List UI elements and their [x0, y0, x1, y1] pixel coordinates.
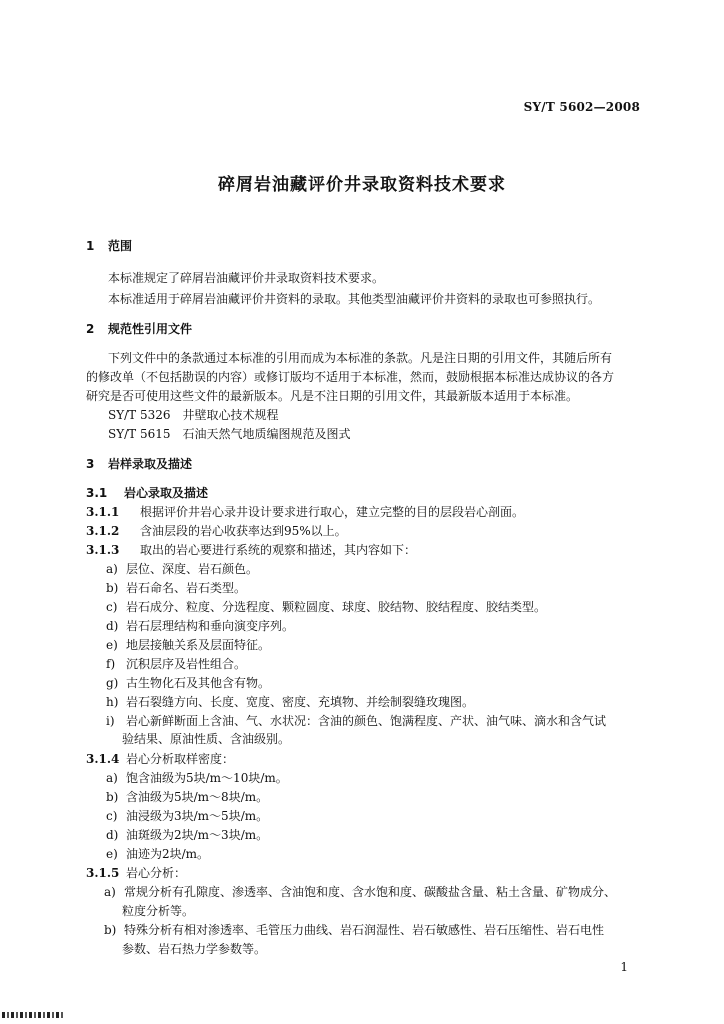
list-item-label: i) [106, 714, 115, 728]
list-item-text: 油浸级为3块/m～5块/m。 [126, 809, 269, 823]
list-item-text: 岩石层理结构和垂向演变序列。 [126, 619, 295, 633]
list-item-continuation: 参数、岩石热力学参数等。 [122, 942, 267, 956]
list-item-label: c) [106, 809, 118, 823]
list-item-label: b) [106, 581, 119, 595]
list-item-label: a) [106, 771, 118, 785]
list-item-text: 岩石成分、粒度、分选程度、颗粒圆度、球度、胶结物、胶结程度、胶结类型。 [126, 600, 547, 614]
list-item-text: 岩石命名、岩石类型。 [126, 581, 247, 595]
list-item-label: b) [104, 923, 117, 937]
list-item-text: 古生物化石及其他含有物。 [126, 676, 271, 690]
list-item-text: 常规分析有孔隙度、渗透率、含油饱和度、含水饱和度、碳酸盐含量、粘土含量、矿物成分、 [124, 885, 617, 899]
section-number: 3 [86, 457, 95, 471]
list-item-continuation: 验结果、原油性质、含油级别。 [122, 732, 291, 746]
section-1-heading [86, 238, 132, 254]
list-item [106, 656, 246, 672]
section-title: 规范性引用文件 [108, 322, 193, 336]
list-item-text: 沉积层序及岩性组合。 [126, 657, 247, 671]
clause-3-1-3 [86, 542, 416, 558]
section-title: 范围 [108, 239, 133, 253]
list-item-label: g) [106, 676, 119, 690]
subsection-3-1-heading [86, 485, 208, 501]
list-item-text: 油迹为2块/m。 [126, 847, 210, 861]
list-item-label: a) [104, 885, 116, 899]
list-item-label: a) [106, 562, 118, 576]
clause-number: 3.1.2 [86, 524, 120, 538]
clause-number: 3.1.3 [86, 543, 120, 557]
page-number: 1 [620, 960, 628, 974]
reference-item: SY/T 5615 石油天然气地质编图规范及图式 [108, 427, 351, 441]
list-item [106, 580, 246, 596]
list-item-text: 岩石裂缝方向、长度、宽度、密度、充填物、并绘制裂缝玫瑰图。 [126, 695, 475, 709]
list-item-text: 层位、深度、岩石颜色。 [126, 562, 259, 576]
clause-number: 3.1.1 [86, 505, 120, 519]
page-title: 碎屑岩油藏评价井录取资料技术要求 [218, 175, 506, 195]
list-item-text: 饱含油级为5块/m～10块/m。 [126, 771, 288, 785]
clause-number: 3.1.4 [86, 752, 120, 766]
list-item [106, 675, 270, 691]
list-item [106, 618, 294, 634]
list-item [106, 827, 268, 843]
list-item-label: f) [106, 657, 116, 671]
clause-text: 岩心分析取样密度： [126, 752, 235, 766]
clause-3-1-4 [86, 751, 234, 767]
list-item-label: e) [106, 638, 118, 652]
clause-3-1-5 [86, 865, 186, 881]
section-number: 2 [86, 322, 95, 336]
list-item [106, 713, 606, 729]
clause-text: 岩心分析： [126, 866, 187, 880]
subsection-number: 3.1 [86, 486, 108, 500]
list-item [106, 770, 288, 786]
reference-item: SY/T 5326 井壁取心技术规程 [108, 408, 279, 422]
list-item-label: d) [106, 619, 119, 633]
clause-3-1-2 [86, 523, 347, 539]
clause-text: 根据评价井岩心录井设计要求进行取心，建立完整的目的层段岩心剖面。 [140, 505, 525, 519]
paragraph: 研究是否可使用这些文件的最新版本。凡是不注日期的引用文件，其最新版本适用于本标准。 [86, 389, 579, 403]
list-item-label: c) [106, 600, 118, 614]
list-item-continuation: 粒度分析等。 [122, 904, 195, 918]
section-title: 岩样录取及描述 [108, 457, 193, 471]
list-item-text: 特殊分析有相对渗透率、毛管压力曲线、岩石润湿性、岩石敏感性、岩石压缩性、岩石电性 [124, 923, 605, 937]
scan-artifact [2, 1012, 64, 1018]
list-item-text: 岩心新鲜断面上含油、气、水状况：含油的颜色、饱满程度、产状、油气味、滴水和含气试 [126, 714, 607, 728]
paragraph: 的修改单（不包括勘误的内容）或修订版均不适用于本标准，然而，鼓励根据本标准达成协议的各方 [86, 370, 615, 384]
list-item [106, 694, 474, 710]
list-item [106, 637, 270, 653]
paragraph: 本标准适用于碎屑岩油藏评价井资料的录取。其他类型油藏评价井资料的录取也可参照执行。 [108, 292, 601, 306]
standard-code: SY/T 5602—2008 [523, 100, 640, 114]
list-item-text: 油斑级为2块/m～3块/m。 [126, 828, 269, 842]
list-item [106, 846, 209, 862]
section-number: 1 [86, 239, 95, 253]
list-item [104, 922, 604, 938]
list-item-text: 含油级为5块/m～8块/m。 [126, 790, 269, 804]
paragraph: 下列文件中的条款通过本标准的引用而成为本标准的条款。凡是注日期的引用文件，其随后所有 [108, 351, 613, 365]
list-item-text: 地层接触关系及层面特征。 [126, 638, 271, 652]
list-item [106, 561, 258, 577]
clause-number: 3.1.5 [86, 866, 120, 880]
list-item-label: b) [106, 790, 119, 804]
list-item-label: h) [106, 695, 119, 709]
list-item [104, 884, 616, 900]
list-item-label: e) [106, 847, 118, 861]
clause-text: 含油层段的岩心收获率达到95%以上。 [140, 524, 347, 538]
subsection-title: 岩心录取及描述 [124, 486, 209, 500]
clause-3-1-1 [86, 504, 524, 520]
section-3-heading [86, 456, 192, 472]
clause-text: 取出的岩心要进行系统的观察和描述，其内容如下： [140, 543, 417, 557]
paragraph: 本标准规定了碎屑岩油藏评价井录取资料技术要求。 [108, 271, 385, 285]
list-item [106, 789, 268, 805]
list-item [106, 599, 546, 615]
section-2-heading [86, 321, 192, 337]
list-item [106, 808, 268, 824]
list-item-label: d) [106, 828, 119, 842]
